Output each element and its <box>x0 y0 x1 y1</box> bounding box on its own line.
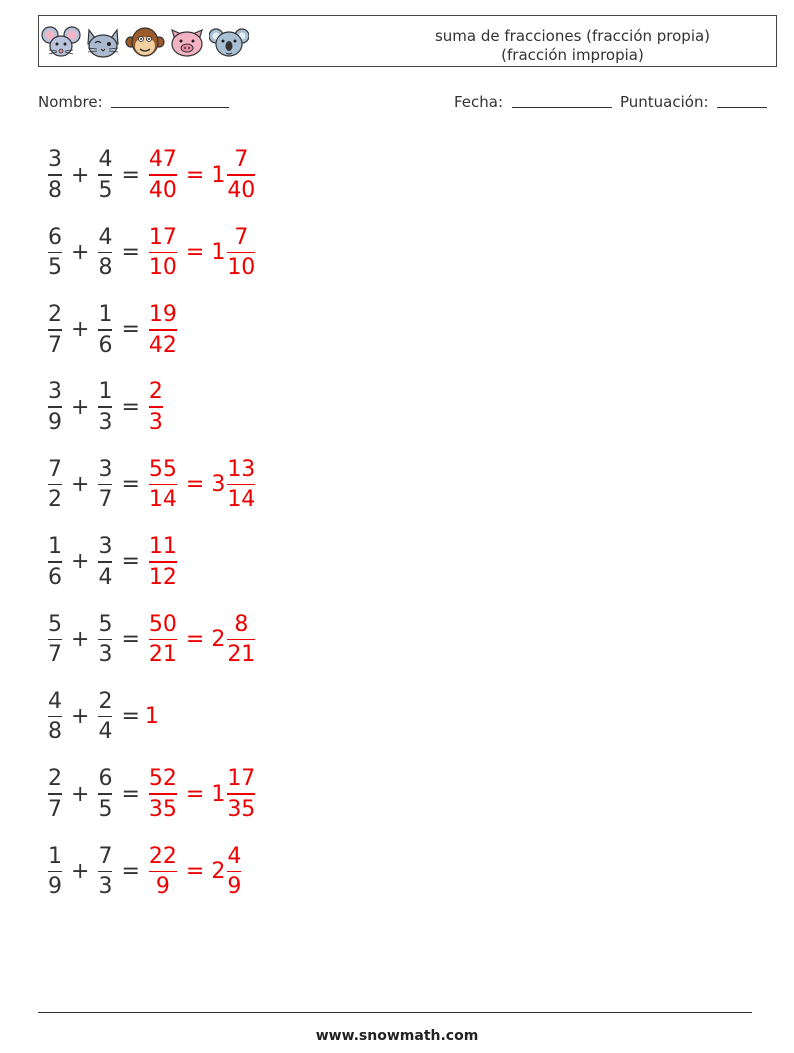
worksheet-header <box>38 15 777 67</box>
score-field <box>620 93 767 111</box>
numerator: 4 <box>98 224 113 250</box>
denominator: 7 <box>48 796 62 822</box>
denominator: 3 <box>148 409 163 435</box>
fraction-bar <box>48 871 62 873</box>
fraction-bar <box>98 329 112 331</box>
denominator: 40 <box>227 177 256 203</box>
mixed-whole: 3 <box>211 472 226 498</box>
addend-1 <box>44 534 66 590</box>
equals-sign: = <box>121 394 140 420</box>
mixed-fraction <box>225 844 245 900</box>
mixed-whole: 1 <box>211 162 226 188</box>
denominator: 7 <box>98 487 113 513</box>
numerator: 13 <box>227 456 256 482</box>
answer-fraction <box>145 302 181 358</box>
fraction-bar <box>227 639 255 641</box>
equals-sign-mixed: = <box>185 472 205 498</box>
fraction-bar <box>48 561 62 563</box>
score-blank[interactable] <box>717 93 767 108</box>
denominator: 8 <box>48 177 62 203</box>
denominator: 4 <box>98 719 113 745</box>
problem-row <box>44 377 259 437</box>
equals-sign: = <box>121 859 140 885</box>
answer-fraction <box>145 844 181 900</box>
addend-2 <box>94 302 116 358</box>
addend-2 <box>94 225 116 281</box>
answer-fraction <box>145 379 167 435</box>
fraction-bar <box>98 484 112 486</box>
numerator: 3 <box>48 379 62 405</box>
numerator: 7 <box>98 843 113 869</box>
numerator: 4 <box>48 688 62 714</box>
addend-1 <box>44 844 66 900</box>
numerator: 17 <box>148 224 177 250</box>
denominator: 6 <box>98 332 113 358</box>
fraction-bar <box>227 793 255 795</box>
numerator: 55 <box>148 456 177 482</box>
numerator: 2 <box>98 688 113 714</box>
numerator: 47 <box>148 147 177 173</box>
problem-row <box>44 609 259 669</box>
denominator: 9 <box>227 874 242 900</box>
numerator: 2 <box>148 379 163 405</box>
equals-sign-mixed: = <box>185 626 205 652</box>
fraction-bar <box>227 174 255 176</box>
addend-1 <box>44 379 66 435</box>
date-blank[interactable] <box>512 93 612 108</box>
name-blank[interactable] <box>111 93 229 108</box>
denominator: 8 <box>98 255 113 281</box>
numerator: 6 <box>48 224 62 250</box>
answer-fraction <box>145 612 181 668</box>
numerator: 22 <box>148 843 177 869</box>
equals-sign-mixed: = <box>185 781 205 807</box>
equals-sign: = <box>121 317 140 343</box>
fraction-bar <box>48 252 62 254</box>
plus-sign: + <box>71 549 90 575</box>
fraction-bar <box>227 871 241 873</box>
addend-1 <box>44 302 66 358</box>
numerator: 50 <box>148 611 177 637</box>
numerator: 4 <box>227 843 242 869</box>
denominator: 12 <box>148 564 177 590</box>
denominator: 35 <box>227 796 256 822</box>
numerator: 3 <box>98 456 113 482</box>
fraction-bar <box>98 639 112 641</box>
mouse-icon <box>41 24 81 60</box>
problem-row <box>44 764 259 824</box>
mixed-fraction <box>225 612 259 668</box>
fraction-bar <box>98 561 112 563</box>
name-field <box>38 93 229 111</box>
denominator: 9 <box>48 874 62 900</box>
denominator: 21 <box>148 642 177 668</box>
mixed-whole: 1 <box>211 781 226 807</box>
date-field <box>454 93 612 111</box>
fraction-bar <box>48 793 62 795</box>
fraction-bar <box>48 639 62 641</box>
cat-icon <box>83 24 123 60</box>
mixed-fraction <box>225 225 259 281</box>
fraction-bar <box>48 406 62 408</box>
denominator: 5 <box>98 177 113 203</box>
addend-2 <box>94 147 116 203</box>
fraction-bar <box>149 252 177 254</box>
numerator: 5 <box>48 611 62 637</box>
denominator: 7 <box>48 642 62 668</box>
denominator: 9 <box>155 874 170 900</box>
fraction-bar <box>98 716 112 718</box>
numerator: 1 <box>48 843 62 869</box>
denominator: 4 <box>98 564 113 590</box>
denominator: 3 <box>98 642 113 668</box>
denominator: 40 <box>148 177 177 203</box>
numerator: 2 <box>48 302 62 328</box>
numerator: 52 <box>148 766 177 792</box>
equals-sign: = <box>121 239 140 265</box>
denominator: 21 <box>227 642 256 668</box>
fraction-bar <box>149 484 177 486</box>
fraction-bar <box>98 871 112 873</box>
addend-2 <box>94 689 116 745</box>
fraction-bar <box>98 793 112 795</box>
equals-sign-mixed: = <box>185 239 205 265</box>
addend-1 <box>44 766 66 822</box>
equals-sign-mixed: = <box>185 859 205 885</box>
plus-sign: + <box>71 626 90 652</box>
worksheet-title <box>369 27 776 65</box>
numerator: 19 <box>148 302 177 328</box>
problem-row <box>44 300 259 360</box>
animal-icons <box>41 24 249 60</box>
fraction-bar <box>98 174 112 176</box>
fraction-bar <box>149 174 177 176</box>
addend-2 <box>94 612 116 668</box>
numerator: 7 <box>234 224 249 250</box>
plus-sign: + <box>71 239 90 265</box>
denominator: 8 <box>48 719 62 745</box>
answer-fraction <box>145 457 181 513</box>
fraction-bar <box>149 793 177 795</box>
name-label: Nombre: <box>38 93 103 111</box>
mixed-fraction <box>225 147 259 203</box>
fraction-bar <box>48 329 62 331</box>
fraction-bar <box>227 484 255 486</box>
equals-sign: = <box>121 472 140 498</box>
denominator: 5 <box>98 796 113 822</box>
denominator: 42 <box>148 332 177 358</box>
pig-icon <box>167 24 207 60</box>
problem-row <box>44 455 259 515</box>
numerator: 4 <box>98 147 113 173</box>
addend-1 <box>44 457 66 513</box>
fraction-bar <box>48 174 62 176</box>
plus-sign: + <box>71 162 90 188</box>
addend-1 <box>44 147 66 203</box>
addend-1 <box>44 689 66 745</box>
fraction-bar <box>149 406 163 408</box>
denominator: 9 <box>48 409 62 435</box>
denominator: 35 <box>148 796 177 822</box>
answer-whole: 1 <box>144 704 159 730</box>
denominator: 5 <box>48 255 62 281</box>
problem-list <box>44 145 259 919</box>
addend-2 <box>94 534 116 590</box>
plus-sign: + <box>71 472 90 498</box>
answer-fraction <box>145 766 181 822</box>
fraction-bar <box>149 329 177 331</box>
equals-sign: = <box>121 626 140 652</box>
problem-row <box>44 842 259 902</box>
numerator: 6 <box>98 766 113 792</box>
equals-sign: = <box>121 549 140 575</box>
problem-row <box>44 687 259 747</box>
addend-2 <box>94 844 116 900</box>
denominator: 3 <box>98 409 113 435</box>
fraction-bar <box>98 252 112 254</box>
date-label: Fecha: <box>454 93 504 111</box>
numerator: 7 <box>48 456 62 482</box>
answer-fraction <box>145 147 181 203</box>
equals-sign: = <box>121 162 140 188</box>
mixed-fraction <box>225 766 259 822</box>
numerator: 5 <box>98 611 113 637</box>
denominator: 6 <box>48 564 62 590</box>
fraction-bar <box>149 871 177 873</box>
denominator: 10 <box>227 255 256 281</box>
mixed-whole: 1 <box>211 239 226 265</box>
addend-2 <box>94 379 116 435</box>
mixed-fraction <box>225 457 259 513</box>
plus-sign: + <box>71 859 90 885</box>
problem-row <box>44 532 259 592</box>
fraction-bar <box>227 252 255 254</box>
equals-sign: = <box>121 704 140 730</box>
fraction-bar <box>149 639 177 641</box>
mixed-whole: 2 <box>211 859 226 885</box>
plus-sign: + <box>71 317 90 343</box>
fraction-bar <box>98 406 112 408</box>
score-label: Puntuación: <box>620 93 709 111</box>
title-line-1: suma de fracciones (fracción propia) <box>434 27 711 45</box>
plus-sign: + <box>71 704 90 730</box>
problem-row <box>44 145 259 205</box>
fraction-bar <box>48 716 62 718</box>
numerator: 3 <box>48 147 62 173</box>
equals-sign-mixed: = <box>185 162 205 188</box>
numerator: 11 <box>148 534 177 560</box>
numerator: 1 <box>48 534 62 560</box>
denominator: 3 <box>98 874 113 900</box>
fraction-bar <box>48 484 62 486</box>
answer-fraction <box>145 534 181 590</box>
footer-url: www.snowmath.com <box>315 1028 479 1044</box>
plus-sign: + <box>71 781 90 807</box>
denominator: 14 <box>227 487 256 513</box>
addend-2 <box>94 766 116 822</box>
addend-2 <box>94 457 116 513</box>
denominator: 7 <box>48 332 62 358</box>
equals-sign: = <box>121 781 140 807</box>
answer-fraction <box>145 225 181 281</box>
numerator: 7 <box>234 147 249 173</box>
fraction-bar <box>149 561 177 563</box>
koala-icon <box>209 24 249 60</box>
numerator: 17 <box>227 766 256 792</box>
numerator: 3 <box>98 534 113 560</box>
plus-sign: + <box>71 394 90 420</box>
mixed-whole: 2 <box>211 626 226 652</box>
problem-row <box>44 222 259 282</box>
numerator: 1 <box>98 302 113 328</box>
denominator: 14 <box>148 487 177 513</box>
title-line-2: (fracción impropia) <box>501 46 644 64</box>
denominator: 10 <box>148 255 177 281</box>
denominator: 2 <box>48 487 62 513</box>
addend-1 <box>44 225 66 281</box>
numerator: 1 <box>98 379 113 405</box>
monkey-icon <box>125 24 165 60</box>
numerator: 2 <box>48 766 62 792</box>
footer-divider <box>38 1012 752 1013</box>
addend-1 <box>44 612 66 668</box>
numerator: 8 <box>234 611 249 637</box>
